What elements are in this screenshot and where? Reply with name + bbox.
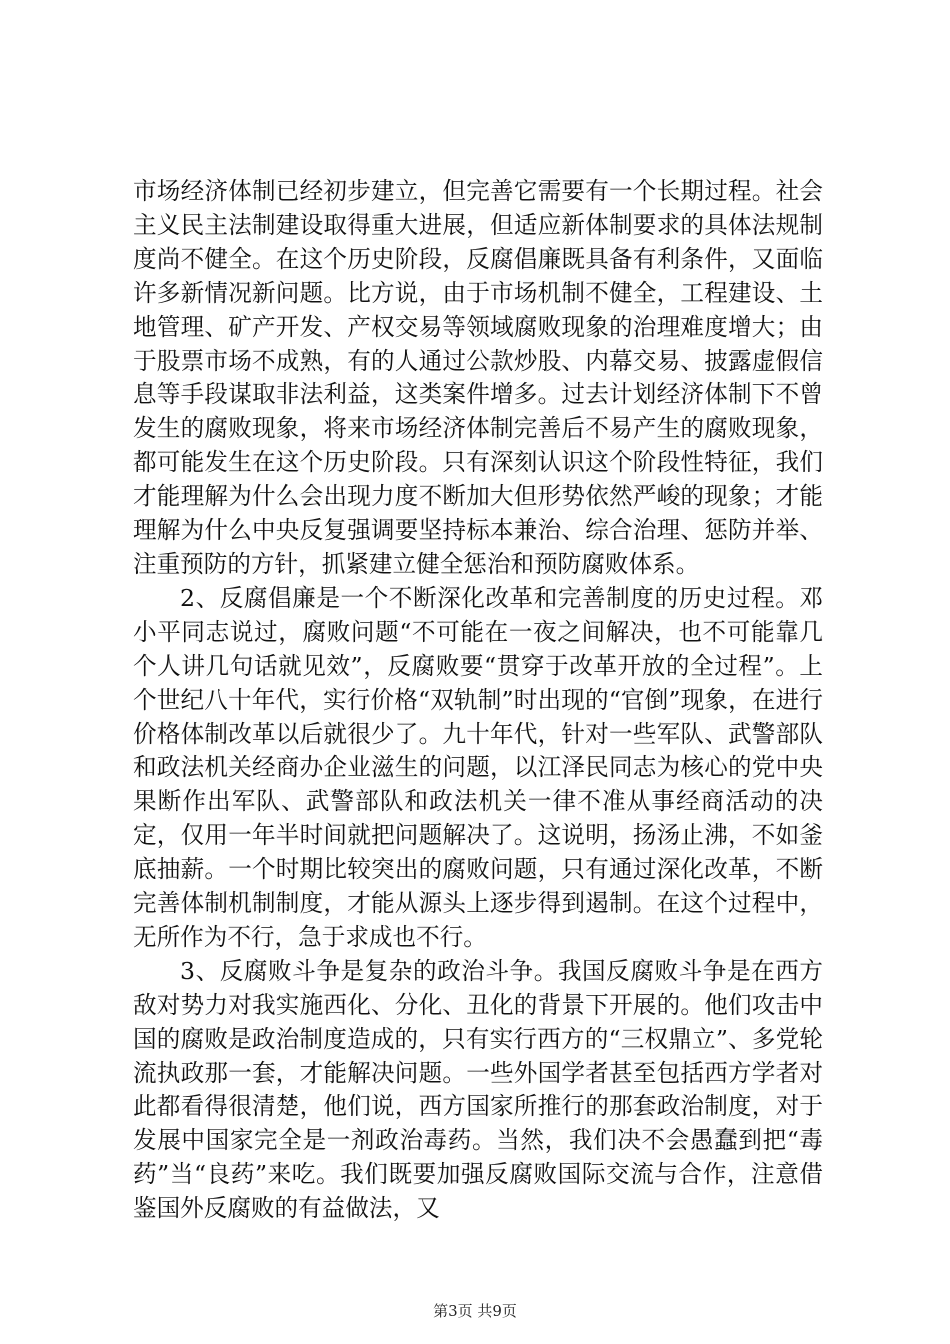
document-body [133, 175, 823, 1226]
paragraph-2: 2、反腐倡廉是一个不断深化改革和完善制度的历史过程。邓小平同志说过，腐败问题“不可能在一夜之间解决，也不可能靠几个人讲几句话就见效”，反腐败要“贯穿于改革开放的全过程”。上个世纪八十年代，实行价格“双轨制”时出现的“官倒”现象，在进行价格体制改革以后就很少了。九十年代，针对一些军队、武警部队和政法机关经商办企业滋生的问题，以江泽民同志为核心的党中央果断作出军队、武警部队和政法机关一律不准从事经商活动的决定，仅用一年半时间就把问题解决了。这说明，扬汤止沸，不如釜底抽薪。一个时期比较突出的腐败问题，只有通过深化改革，不断完善体制机制制度，才能从源头上逐步得到遏制。在这个过程中，无所作为不行，急于求成也不行。 [133, 583, 823, 951]
paragraph-3: 3、反腐败斗争是复杂的政治斗争。我国反腐败斗争是在西方敌对势力对我实施西化、分化、丑化的背景下开展的。他们攻击中国的腐败是政治制度造成的，只有实行西方的“三权鼎立”、多党轮流执政那一套，才能解决问题。一些外国学者甚至包括西方学者对此都看得很清楚，他们说，西方国家所推行的那套政治制度，对于发展中国家完全是一剂政治毒药。当然，我们决不会愚蠢到把“毒药”当“良药”来吃。我们既要加强反腐败国际交流与合作，注意借鉴国外反腐败的有益做法，又 [133, 956, 823, 1223]
paragraph-continuation: 市场经济体制已经初步建立，但完善它需要有一个长期过程。社会主义民主法制建设取得重大进展，但适应新体制要求的具体法规制度尚不健全。在这个历史阶段，反腐倡廉既具备有利条件，又面临许多新情况新问题。比方说，由于市场机制不健全，工程建设、土地管理、矿产开发、产权交易等领域腐败现象的治理难度增大；由于股票市场不成熟，有的人通过公款炒股、内幕交易、披露虚假信息等手段谋取非法利益，这类案件增多。过去计划经济体制下不曾发生的腐败现象，将来市场经济体制完善后不易产生的腐败现象，都可能发生在这个历史阶段。只有深刻认识这个阶段性特征，我们才能理解为什么会出现力度不断加大但形势依然严峻的现象；才能理解为什么中央反复强调要坚持标本兼治、综合治理、惩防并举、注重预防的方针，抓紧建立健全惩治和预防腐败体系。 [133, 177, 823, 578]
page-footer: 第3页 共9页 [433, 1302, 517, 1320]
